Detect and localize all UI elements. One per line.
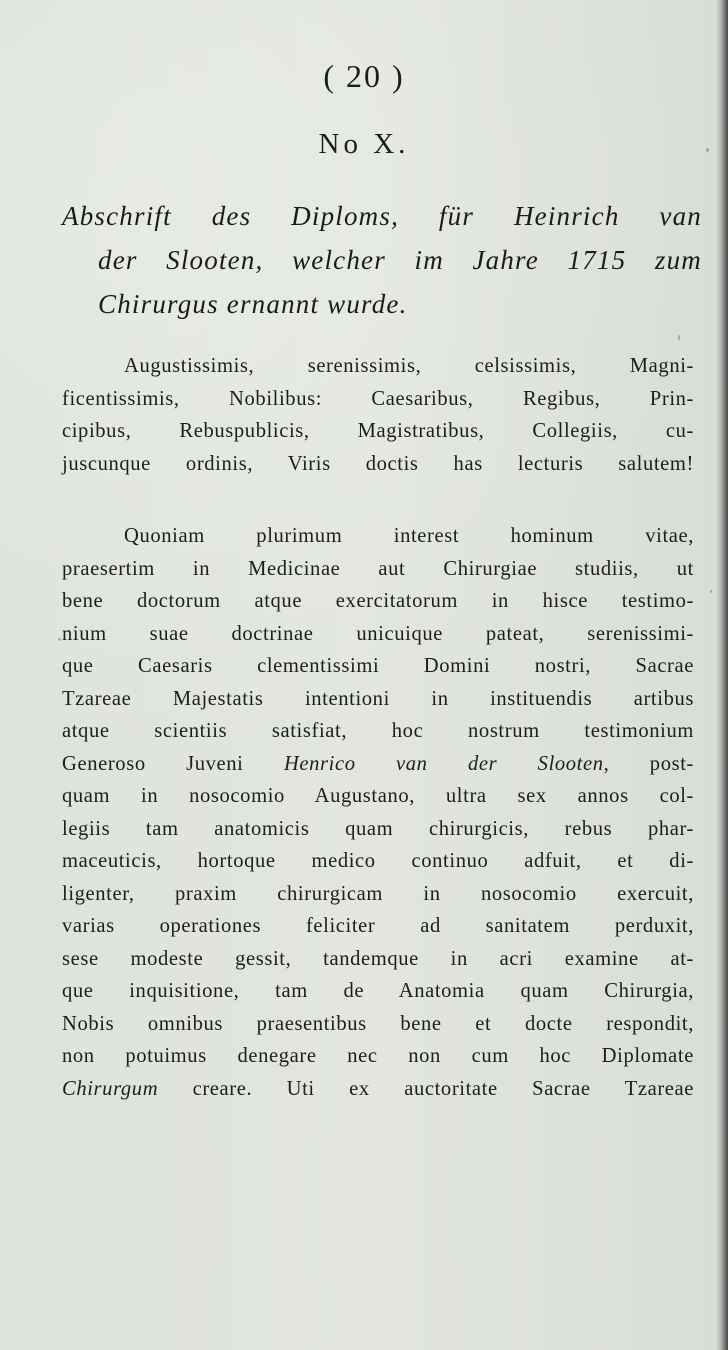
paper-speck	[706, 148, 709, 152]
page-number: ( 20 )	[323, 58, 405, 94]
text-line: que Caesaris clementissimi Domini nostri, Sacrae	[62, 655, 694, 677]
text-line: non potuimus denegare nec non cum hoc Diplomate	[62, 1045, 694, 1067]
document-number-heading: No X.	[318, 128, 410, 160]
name-line-prefix: Generoso Juveni	[62, 752, 244, 775]
final-line-rest: creare. Uti ex auctoritate Sacrae Tzareae	[158, 1077, 694, 1100]
paper-speck	[58, 638, 61, 641]
text-line: quam in nosocomio Augustano, ultra sex annos col-	[62, 785, 694, 807]
text-line: Augustissimis, serenissimis, celsissimis, Magni-	[124, 355, 694, 377]
text-line: sese modeste gessit, tandemque in acri examine at-	[62, 947, 694, 970]
text-line: ligenter, praxim chirurgicam in nosocomio exercuit,	[62, 882, 694, 905]
text-line: nium suae doctrinae unicuique pateat, serenissimi-	[62, 622, 694, 645]
paper-speck	[678, 335, 680, 340]
title-line: der Slooten, welcher im Jahre 1715 zum	[98, 245, 702, 275]
text-line-final	[62, 1073, 694, 1106]
text-line: legiis tam anatomicis quam chirurgicis, rebus phar-	[62, 817, 694, 840]
text-line: Quoniam plurimum interest hominum vitae,	[124, 525, 694, 547]
name-line-suffix: , post-	[603, 752, 694, 775]
salutation-paragraph	[62, 350, 694, 480]
text-line: Tzareae Majestatis intentioni in instituendis artibus	[62, 687, 694, 710]
text-line: ficentissimis, Nobilibus: Caesaribus, Regibus, Prin-	[62, 387, 694, 410]
text-line: bene doctorum atque exercitatorum in hisce testimo-	[62, 590, 694, 612]
title-line: Chirurgus ernannt wurde.	[98, 289, 408, 319]
text-line: Nobis omnibus praesentibus bene et docte respondit,	[62, 1012, 694, 1035]
title-line: Abschrift des Diploms, für Heinrich van	[62, 201, 702, 231]
recipient-name: Henrico van der Slooten	[283, 752, 604, 775]
text-line: maceuticis, hortoque medico continuo adfuit, et di-	[62, 850, 694, 872]
text-line: varias operationes feliciter ad sanitatem perduxit,	[62, 915, 694, 937]
text-line-with-name	[62, 748, 694, 781]
text-line: praesertim in Medicinae aut Chirurgiae studiis, ut	[62, 557, 694, 580]
document-title	[62, 194, 702, 326]
text-line: juscunque ordinis, Viris doctis has lecturis salutem!	[62, 452, 694, 475]
text-line: atque scientiis satisfiat, hoc nostrum testimonium	[62, 720, 694, 742]
diploma-paragraph	[62, 520, 694, 1105]
text-line: que inquisitione, tam de Anatomia quam Chirurgia,	[62, 980, 694, 1002]
text-line: cipibus, Rebuspublicis, Magistratibus, Collegiis, cu-	[62, 420, 694, 442]
page-edge-shadow	[716, 0, 728, 1350]
italic-word: Chirurgum	[62, 1077, 159, 1100]
paper-speck	[710, 590, 712, 593]
